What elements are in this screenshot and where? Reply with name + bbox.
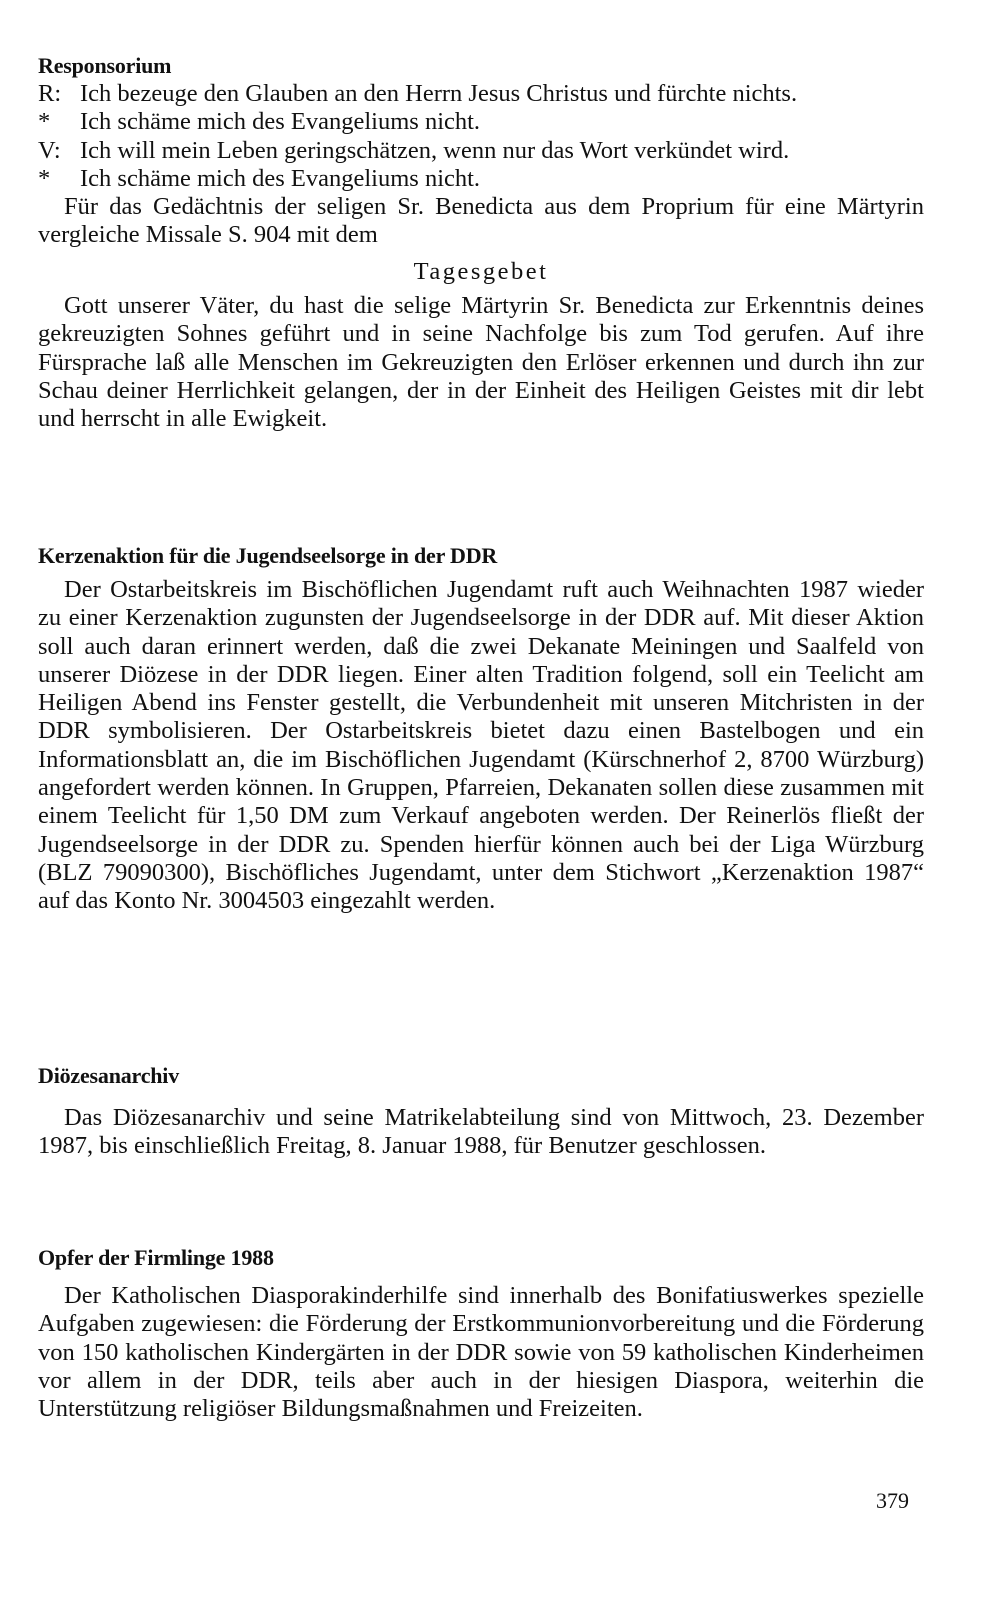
kerzenaktion-text: Der Ostarbeitskreis im Bischöflichen Jugendamt ruft auch Weihnachten 1987 wieder zu einer Kerzenaktion zugunsten der Jugendseelsorge in der DDR auf. Mit dieser Aktion soll auch daran erinnert werden, daß die zwei Dekanate Meiningen und Saalfeld von unserer Diözese in der DDR liegen. Einer alten Tradition folgend, soll ein Teelicht am Heiligen Abend ins Fenster gestellt, die Verbundenheit mit unseren Mitchristen in der DDR symbolisieren. Der Ostarbeitskreis bietet dazu einen Bastelbogen und ein Informationsblatt an, die im Bischöflichen Jugendamt (Kürschnerhof 2, 8700 Würzburg) angefordert werden können. In Gruppen, Pfarreien, Dekanaten sollen diese zusammen mit einem Teelicht für 1,50 DM zum Verkauf angeboten werden. Der Reinerlös fließt der Jugendseelsorge in der DDR zu. Spenden hierfür können auch bei der Liga Würzburg (BLZ 79090300), Bischöfliches Jugendamt, unter dem Stichwort „Kerzenaktion 1987“ auf das Konto Nr. 3004503 eingezahlt werden.	[38, 576, 924, 915]
opfer-heading: Opfer der Firmlinge 1988	[38, 1245, 274, 1270]
proprium-note: Für das Gedächtnis der seligen Sr. Benedicta aus dem Proprium für eine Märtyrin vergleiche Missale S. 904 mit dem	[38, 193, 924, 249]
response-mark: *	[38, 108, 51, 136]
response-mark: *	[38, 164, 51, 192]
response-text: Ich schäme mich des Evangeliums nicht.	[80, 164, 481, 192]
responsorium-line	[38, 165, 924, 193]
responsorium-line	[38, 137, 924, 165]
dioezesanarchiv-heading: Diözesanarchiv	[38, 1063, 180, 1088]
response-text: Ich schäme mich des Evangeliums nicht.	[80, 108, 481, 136]
kerzenaktion-section	[38, 542, 924, 916]
prayer-text: Gott unserer Väter, du hast die selige Märtyrin Sr. Benedicta zur Erkenntnis deines gekreuzigten Sohnes geführt und in seine Nachfolge bis zum Tod gerufen. Auf ihre Fürsprache laß alle Menschen im Gekreuzigten den Erlöser erkennen und durch ihn zur Schau deiner Herrlichkeit gelangen, der in der Einheit des Heiligen Geistes mit dir lebt und herrscht in alle Ewigkeit.	[38, 292, 924, 433]
opfer-text: Der Katholischen Diasporakinderhilfe sind innerhalb des Bonifatiuswerkes spezielle Aufgaben zugewiesen: die Förderung der Erstkommunionvorbereitung und die Förderung von 150 katholischen Kindergärten in der DDR sowie von 59 katholischen Kinderheimen vor allem in der DDR, teils aber auch in der hiesigen Diaspora, weiterhin die Unterstützung religiöser Bildungsmaßnahmen und Freizeiten.	[38, 1282, 924, 1423]
prayer-title: Tagesgebet	[413, 257, 549, 285]
dioezesanarchiv-section	[38, 1062, 924, 1161]
response-text: Ich bezeuge den Glauben an den Herrn Jesus Christus und fürchte nichts.	[80, 80, 798, 107]
opfer-section	[38, 1244, 924, 1423]
responsorium-heading: Responsorium	[38, 53, 172, 78]
responsorium-line	[38, 80, 924, 108]
kerzenaktion-heading: Kerzenaktion für die Jugendseelsorge in der DDR	[38, 543, 498, 568]
versicle-text: Ich will mein Leben geringschätzen, wenn nur das Wort verkündet wird.	[80, 136, 790, 164]
responsorium-line	[38, 108, 924, 136]
dioezesanarchiv-text: Das Diözesanarchiv und seine Matrikelabteilung sind von Mittwoch, 23. Dezember 1987, bis einschließlich Freitag, 8. Januar 1988, für Benutzer geschlossen.	[38, 1104, 924, 1160]
versicle-mark: V:	[38, 136, 61, 164]
responsorium-section	[38, 52, 924, 434]
response-mark: R:	[38, 80, 62, 107]
page-number: 379	[876, 1488, 909, 1513]
